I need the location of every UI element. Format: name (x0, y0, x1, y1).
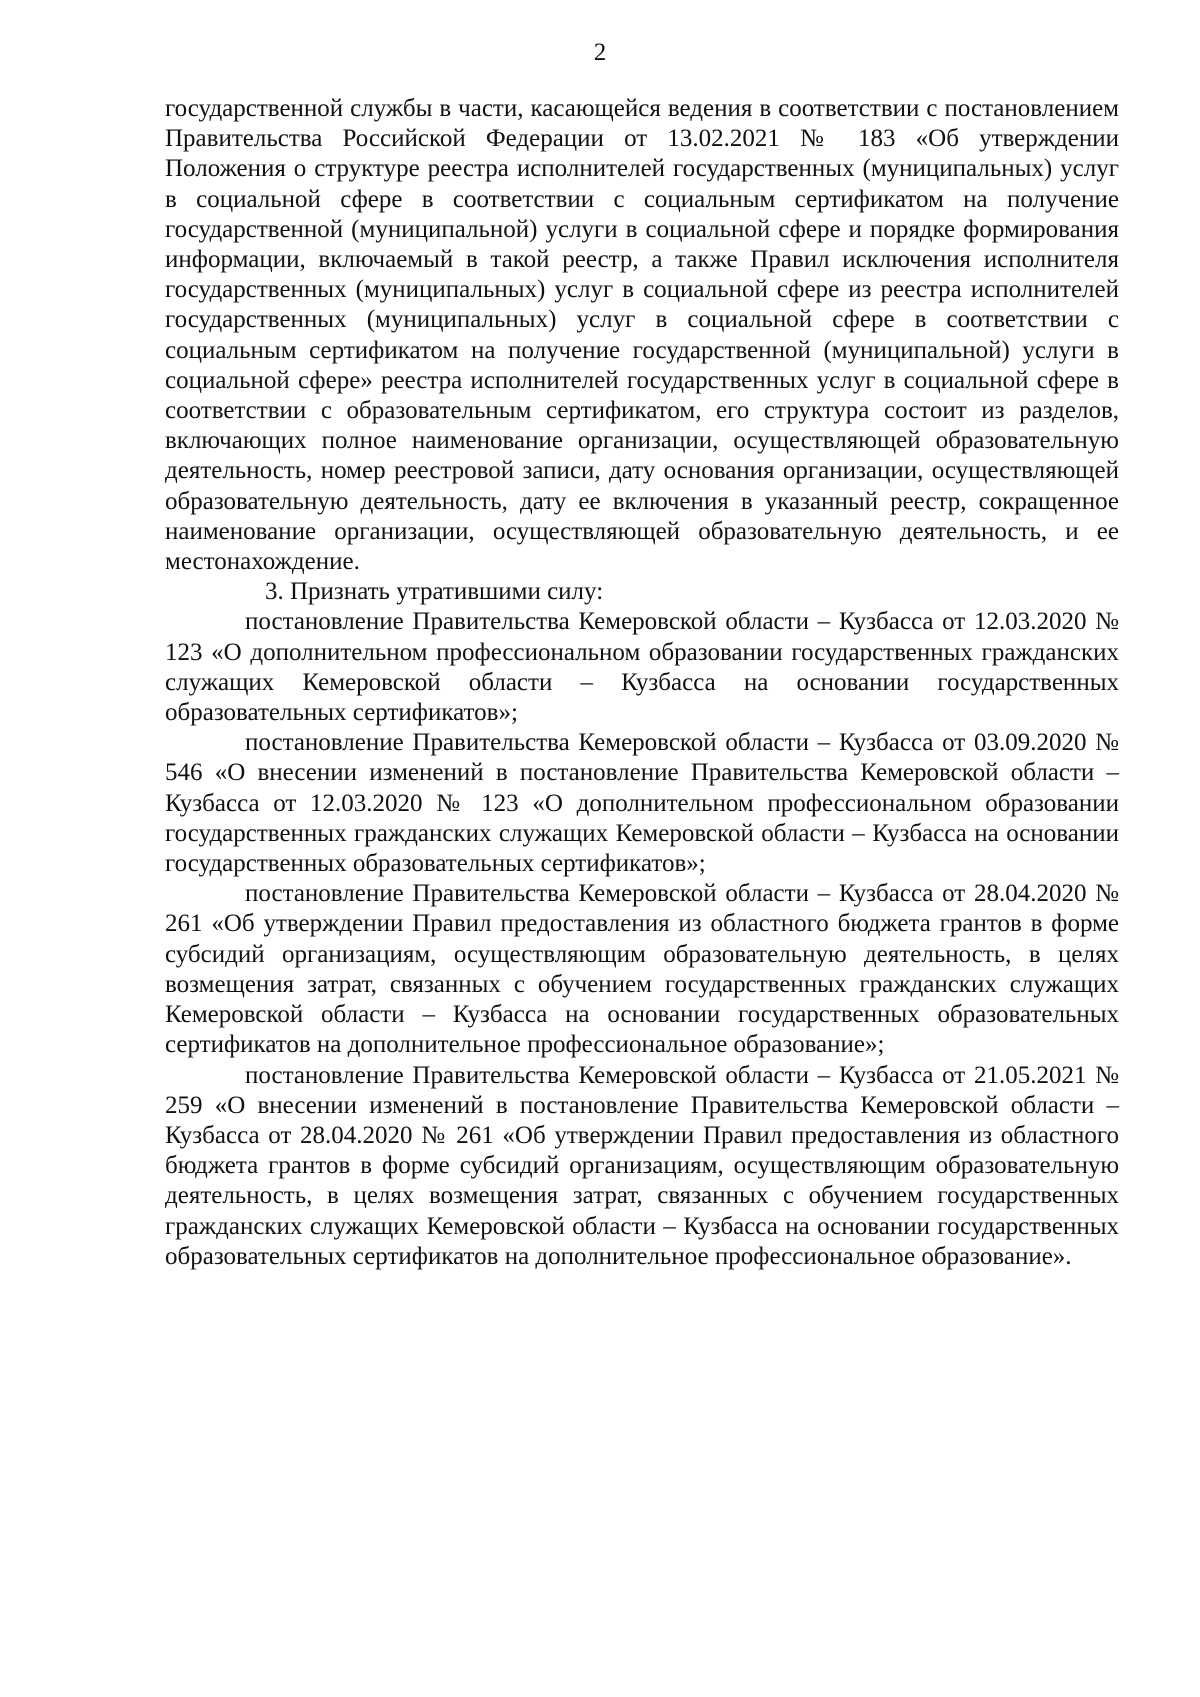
repealed-act-1: постановление Правительства Кемеровской области – Кузбасса от 12.03.2020 № 123 «О дополнительном профессиональном образовании государственных гражданских служащих Кемеровской области – Кузбасса на основании государственных образовательных сертификатов»; (165, 608, 1119, 727)
document-body (165, 94, 1119, 1272)
repealed-act-4: постановление Правительства Кемеровской области – Кузбасса от 21.05.2021 № 259 «О внесении изменений в постановление Правительства Кемеровской области – Кузбасса от 28.04.2020 № 261 «Об утверждении Правил предоставления из областного бюджета грантов в форме субсидий организациям, осуществляющим образовательную деятельность, в целях возмещения затрат, связанных с обучением государственных гражданских служащих Кемеровской области – Кузбасса на основании государственных образовательных сертификатов на дополнительное профессиональное образование». (165, 1061, 1119, 1270)
item-3-heading: 3. Признать утратившими силу: (265, 578, 604, 606)
page-number: 2 (593, 39, 607, 66)
repealed-act-2: постановление Правительства Кемеровской области – Кузбасса от 03.09.2020 № 546 «О внесении изменений в постановление Правительства Кемеровской области – Кузбасса от 12.03.2020 № 123 «О дополнительном профессиональном образовании государственных гражданских служащих Кемеровской области – Кузбасса на основании государственных образовательных сертификатов»; (165, 729, 1119, 878)
repealed-act-3: постановление Правительства Кемеровской области – Кузбасса от 28.04.2020 № 261 «Об утверждении Правил предоставления из областного бюджета грантов в форме субсидий организациям, осуществляющим образовательную деятельность, в целях возмещения затрат, связанных с обучением государственных гражданских служащих Кемеровской области – Кузбасса на основании государственных образовательных сертификатов на дополнительное профессиональное образование»; (165, 880, 1119, 1059)
intro-paragraph: государственной службы в части, касающейся ведения в соответствии с постановлением Правительства Российской Федерации от 13.02.2021 № 183 «Об утверждении Положения о структуре реестра исполнителей государственных (муниципальных) услуг в социальной сфере в соответствии с социальным сертификатом на получение государственной (муниципальной) услуги в социальной сфере и порядке формирования информации, включаемый в такой реестр, а также Правил исключения исполнителя государственных (муниципальных) услуг в социальной сфере из реестра исполнителей государственных (муниципальных) услуг в социальной сфере в соответствии с социальным сертификатом на получение государственной (муниципальной) услуги в социальной сфере» реестра исполнителей государственных услуг в социальной сфере в соответствии с образовательным сертификатом, его структура состоит из разделов, включающих полное наименование организации, осуществляющей образовательную деятельность, номер реестровой записи, дату основания организации, осуществляющей образовательную деятельность, дату ее включения в указанный реестр, сокращенное наименование организации, осуществляющей образовательную деятельность, и ее местонахождение. (165, 95, 1119, 576)
